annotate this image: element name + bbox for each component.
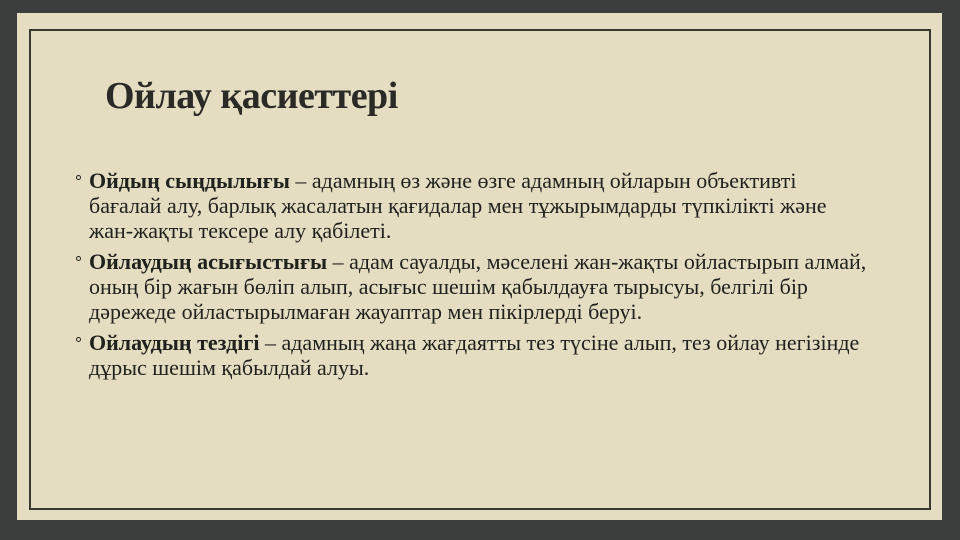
bullet-text: – адамның өз және өзге адамның ойларын объективті бағалай алу, барлық жасалатын қағидалар мен тұжырымдарды түпкілікті және жан-жақты тексере алу қабілеті. bbox=[89, 168, 827, 243]
bullet-text: – адамның жаңа жағдаятты тез түсіне алып, тез ойлау негізінде дұрыс шешім қабылдай алуы. bbox=[89, 330, 860, 380]
bullet-list bbox=[78, 168, 878, 386]
slide-title: Ойлау қасиеттері bbox=[105, 75, 398, 117]
bullet-term: Ойлаудың тездігі bbox=[89, 330, 260, 355]
bullet-term: Ойдың сыңдылығы bbox=[89, 168, 290, 193]
list-item bbox=[78, 168, 867, 243]
bullet-text: – адам сауалды, мәселені жан-жақты ойластырып алмай, оның бір жағын бөліп алып, асығыс шешім қабылдауға тырысуы, белгілі бір дәрежеде ойластырылмаған жауаптар мен пікірлерді беруі. bbox=[89, 249, 867, 324]
list-item bbox=[78, 249, 867, 324]
slide bbox=[17, 13, 942, 520]
bullet-icon bbox=[76, 337, 81, 342]
bullet-term: Ойлаудың асығыстығы bbox=[89, 249, 328, 274]
list-item bbox=[78, 330, 867, 380]
bullet-icon bbox=[76, 256, 81, 261]
bullet-icon bbox=[76, 175, 81, 180]
